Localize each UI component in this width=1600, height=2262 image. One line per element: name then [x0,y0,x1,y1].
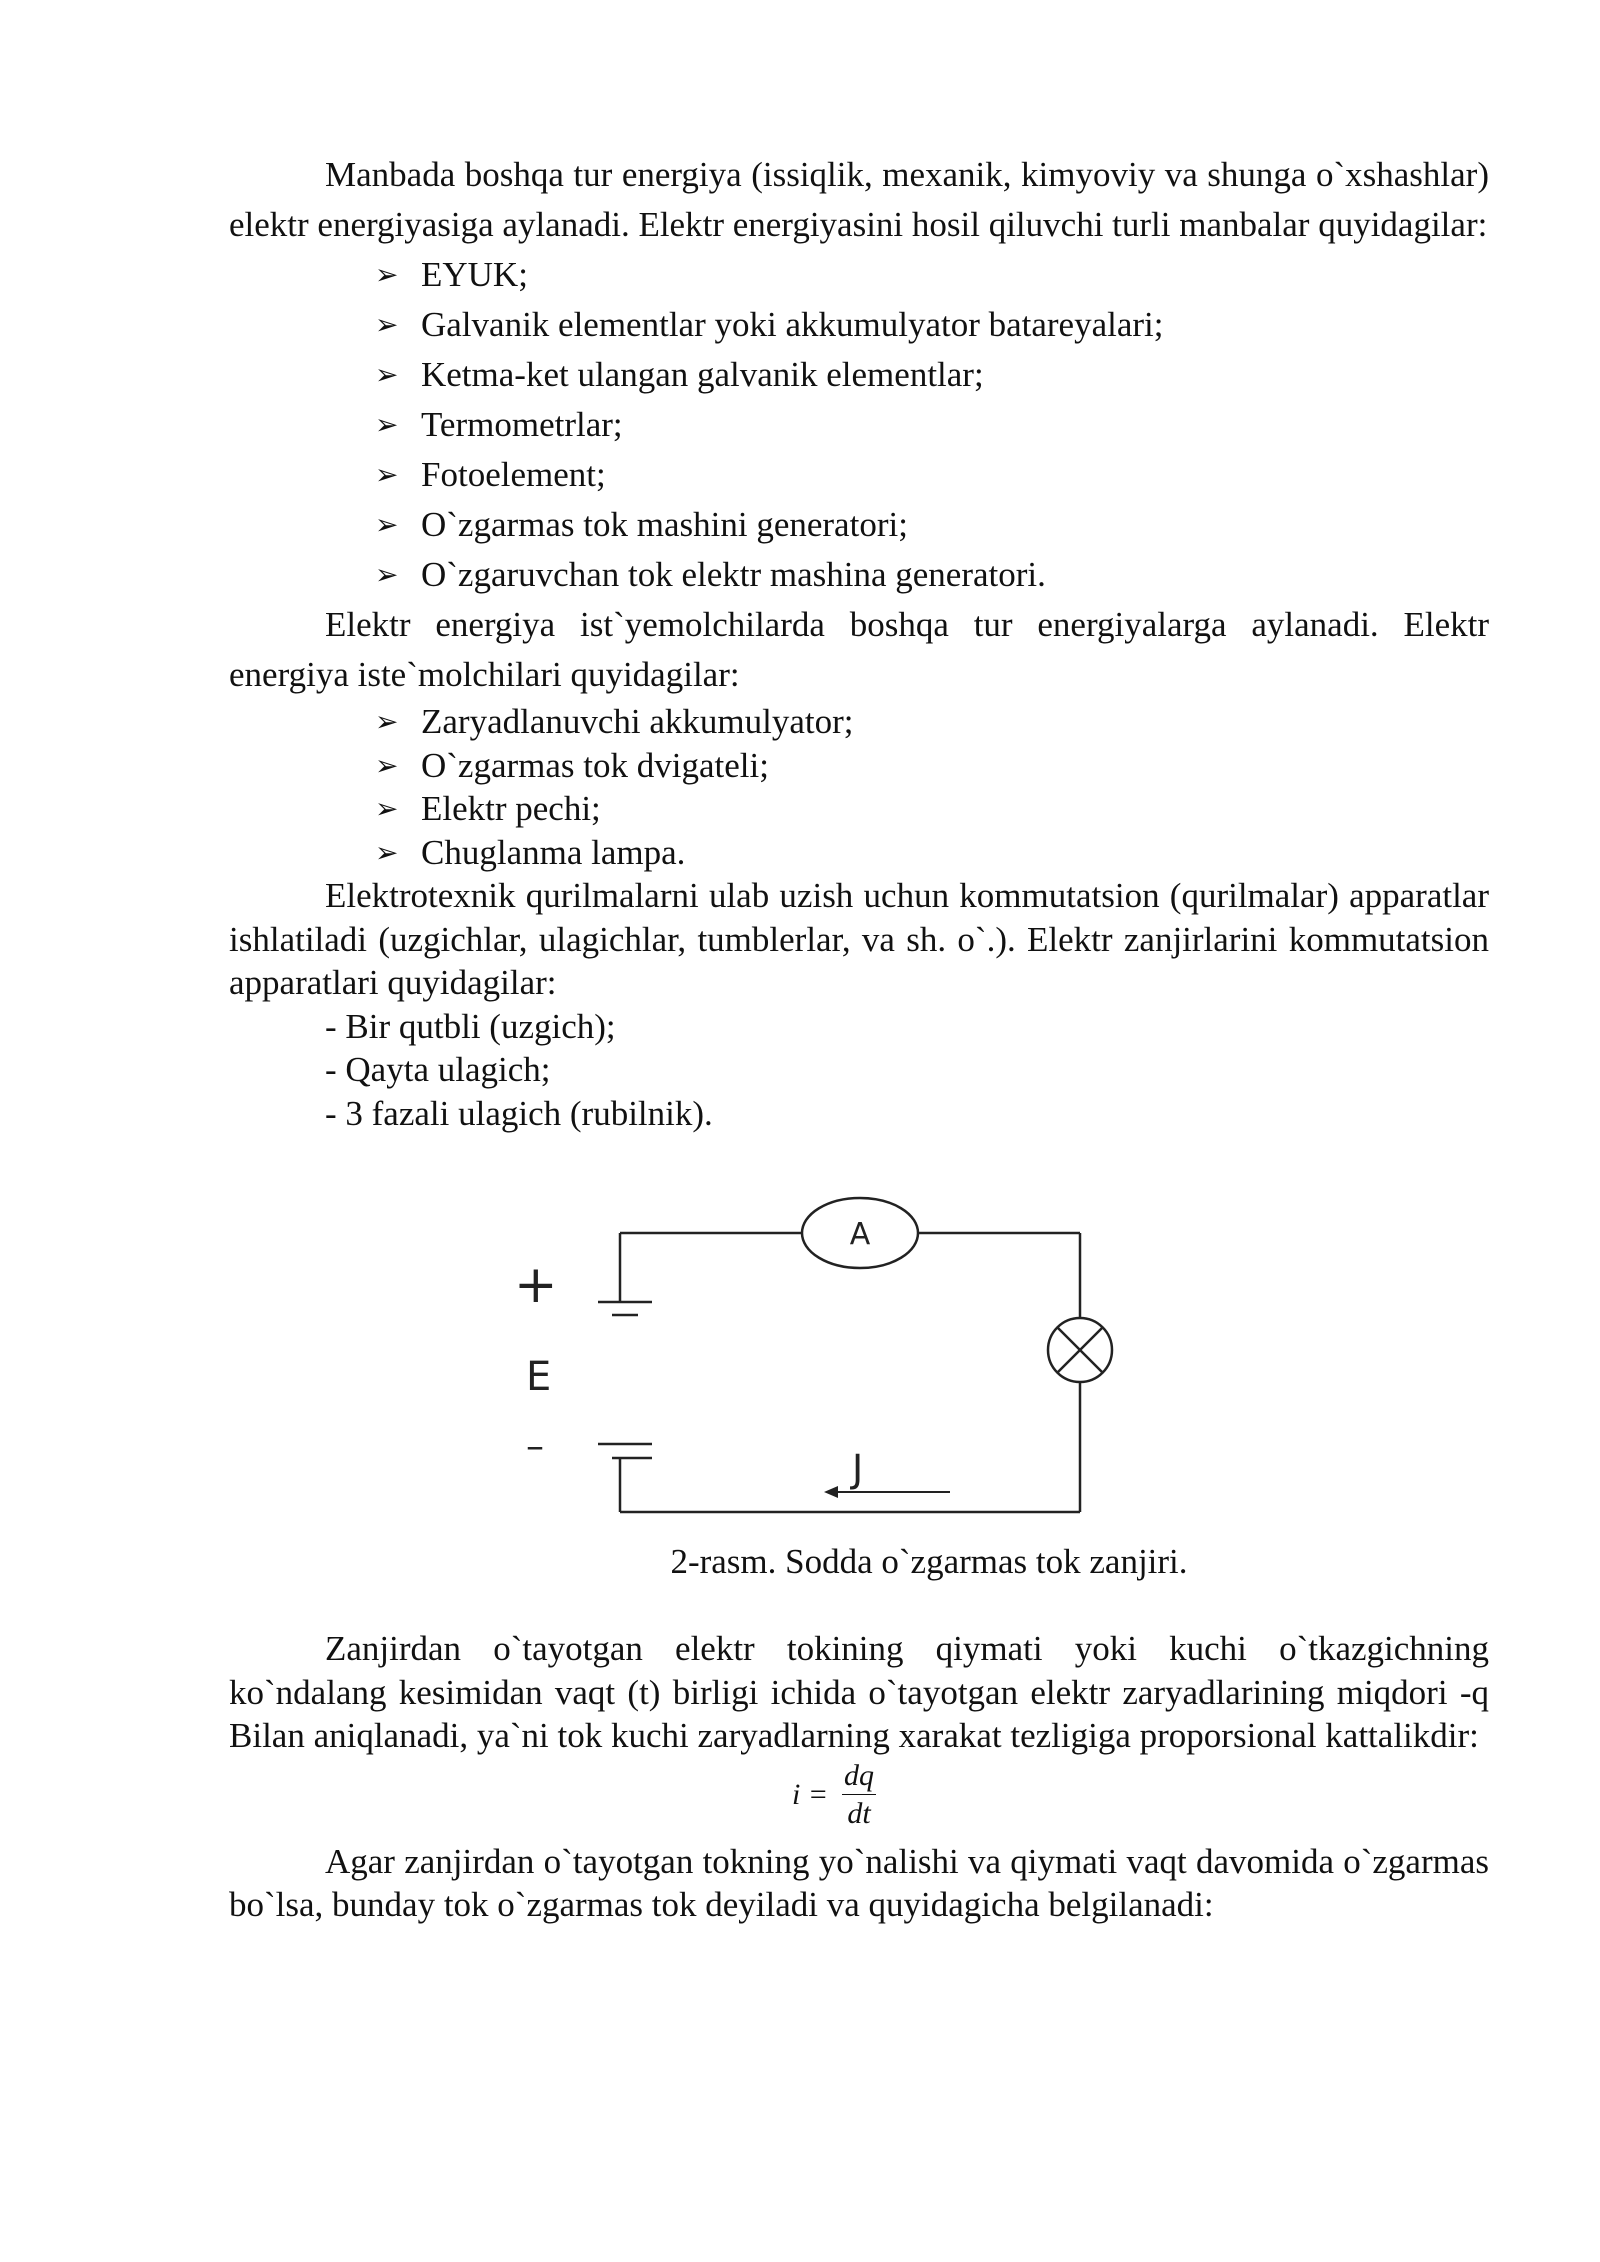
circuit-diagram [514,1190,1220,1520]
arrow-bullet-icon: ➢ [375,835,399,869]
list-item [375,350,1489,400]
document-page [229,150,1489,1927]
list-item [375,787,1489,831]
list-item [325,1048,1489,1092]
list-item-text: O`zgarmas tok dvigateli; [421,745,769,785]
list-item [375,250,1489,300]
list-item-text: - Bir qutbli (uzgich); [325,1006,616,1046]
list-item-text: Ketma-ket ulangan galvanik elementlar; [421,355,984,394]
consumers-list [229,700,1489,874]
arrow-bullet-icon: ➢ [375,792,399,825]
list-item [375,831,1489,875]
list-item [375,550,1489,600]
formula-lhs: i = [792,1777,829,1811]
arrow-bullet-icon: ➢ [375,308,399,341]
list-item-text: Galvanik elementlar yoki akkumulyator batareyalari; [421,305,1164,344]
formula-fraction [792,1758,876,1833]
list-item-text: - Qayta ulagich; [325,1050,551,1089]
circuit-figure [229,1135,1489,1537]
list-item-text: Elektr pechi; [421,789,601,828]
current-formula [229,1758,1489,1840]
list-item-text: EYUK; [421,255,528,294]
list-item-text: Zaryadlanuvchi akkumulyator; [421,702,854,741]
current-label: J [852,1447,864,1491]
source-label: E [526,1354,552,1400]
list-item [325,1092,1489,1136]
plus-label: + [514,1255,558,1315]
list-item-text: Termometrlar; [421,405,623,444]
paragraph-consumers-intro: Elektr energiya ist`yemolchilarda boshqa tur energiyalarga aylanadi. Elektr energiya iste`molchilari quyidagilar: [229,605,1489,694]
arrow-bullet-icon: ➢ [375,508,399,541]
paragraph-dc-definition: Agar zanjirdan o`tayotgan tokning yo`nalishi va qiymati vaqt davomida o`zgarmas bo`lsa, bunday tok o`zgarmas tok deyiladi va quyidagicha belgilanadi: [229,1841,1489,1924]
list-item-text: O`zgarmas tok mashini generatori; [421,505,908,544]
paragraph-switches-intro: Elektrotexnik qurilmalarni ulab uzish uchun kommutatsion (qurilmalar) apparatlar ishlatiladi (uzgichlar, ulagichlar, tumblerlar, va sh. o`.). Elektr zanjirlarini kommutatsion apparatlari quyidagilar: [229,876,1489,1002]
paragraph-sources-intro: Manbada boshqa tur energiya (issiqlik, mexanik, kimyoviy va shunga o`xshashlar) elektr energiyasiga aylanadi. Elektr energiyasini hosil qiluvchi turli manbalar quyidagilar: [229,155,1489,244]
list-item [325,1005,1489,1049]
list-item-text: O`zgaruvchan tok elektr mashina generatori. [421,555,1046,594]
arrow-bullet-icon: ➢ [375,358,399,391]
current-arrowhead [824,1486,838,1498]
list-item [375,744,1489,788]
switches-list [229,1005,1489,1136]
list-item [375,500,1489,550]
formula-numerator: dq [842,1758,876,1795]
figure-caption: 2-rasm. Sodda o`zgarmas tok zanjiri. [670,1542,1188,1581]
arrow-bullet-icon: ➢ [375,408,399,441]
list-item-text: Chuglanma lampa. [421,832,686,872]
list-item-text: - 3 fazali ulagich (rubilnik). [325,1093,713,1133]
list-item [375,450,1489,500]
paragraph-current-definition: Zanjirdan o`tayotgan elektr tokining qiymati yoki kuchi o`tkazgichning ko`ndalang kesimidan vaqt (t) birligi ichida o`tayotgan elektr zaryadlarining miqdori -q Bilan aniqlanadi, ya`ni tok kuchi zaryadlarning xarakat tezligiga proporsional kattalikdir: [229,1629,1489,1755]
arrow-bullet-icon: ➢ [375,458,399,491]
arrow-bullet-icon: ➢ [375,705,399,738]
arrow-bullet-icon: ➢ [375,748,399,782]
arrow-bullet-icon: ➢ [375,558,399,591]
formula-denominator: dt [847,1796,871,1830]
arrow-bullet-icon: ➢ [375,258,399,291]
list-item-text: Fotoelement; [421,455,606,494]
sources-list [229,250,1489,600]
list-item [375,700,1489,744]
list-item [375,300,1489,350]
ammeter-label: A [849,1217,871,1252]
list-item [375,400,1489,450]
minus-label: – [526,1426,544,1467]
